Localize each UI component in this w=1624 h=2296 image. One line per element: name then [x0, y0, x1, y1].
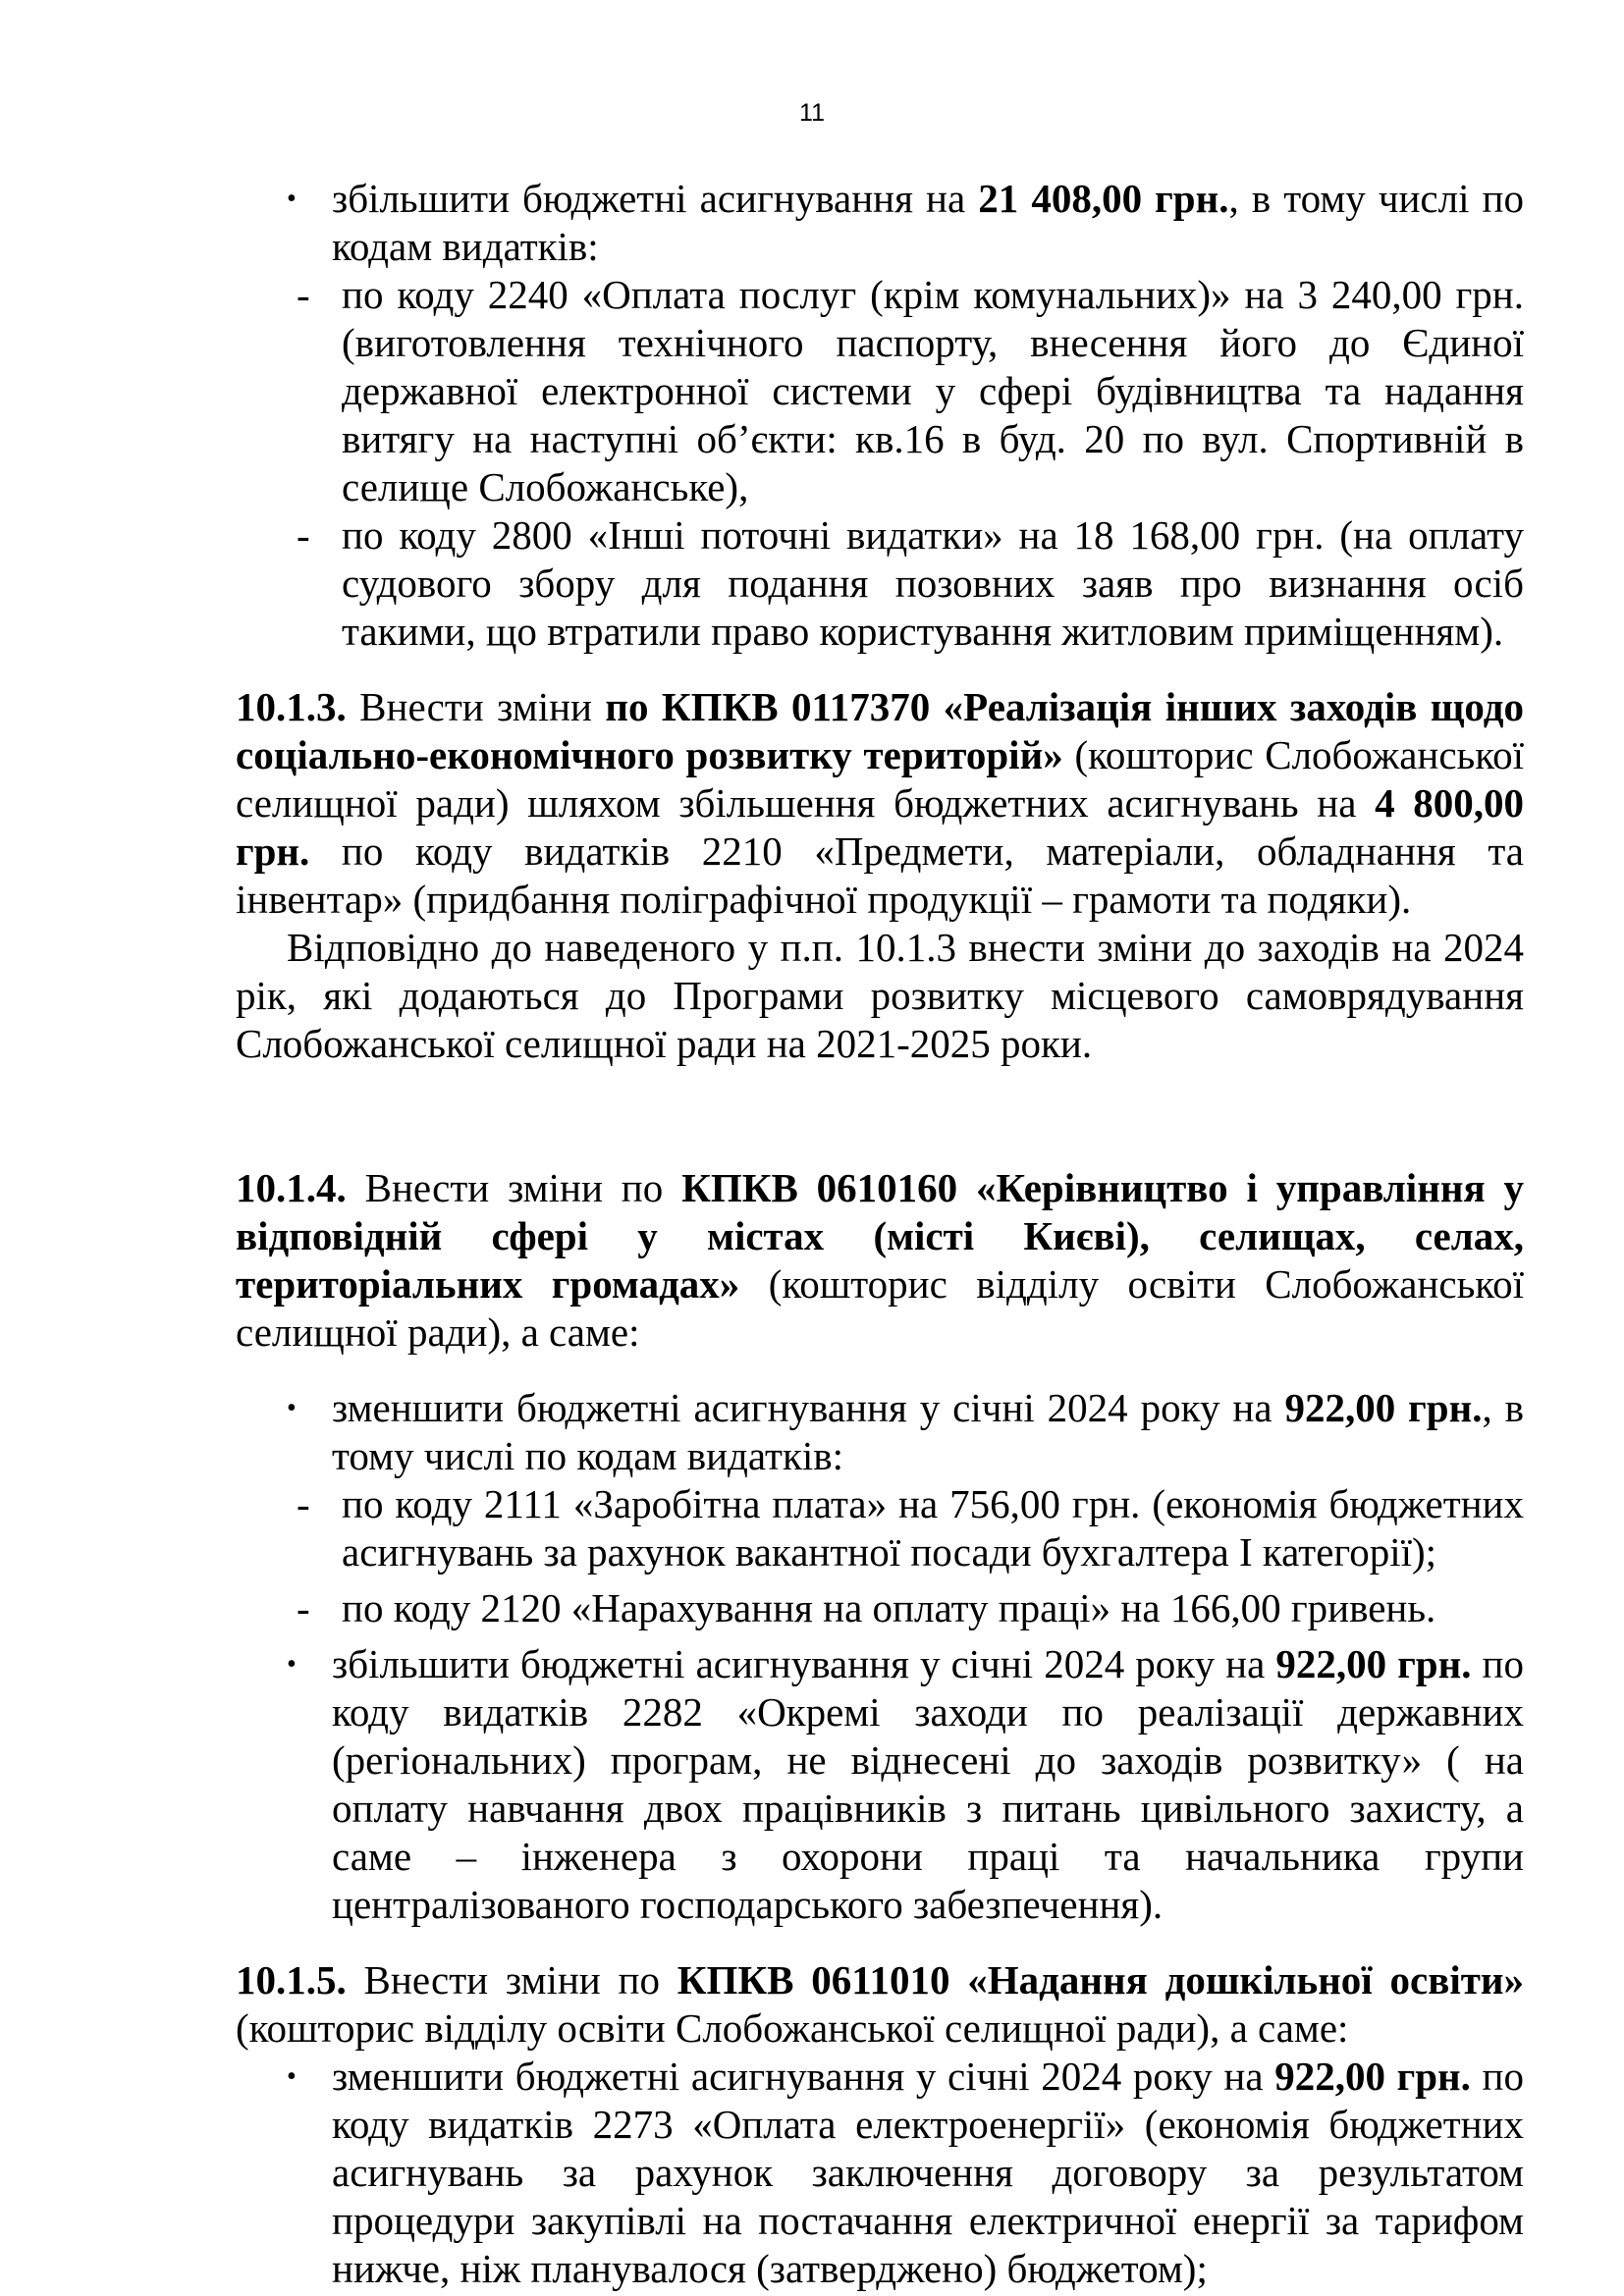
text: Внести зміни: [346, 684, 606, 729]
text: (кошторис відділу освіти Слобожанської селищної ради), а саме:: [236, 2005, 1349, 2051]
list-item: [236, 271, 1524, 511]
list-item: [236, 1640, 1524, 1929]
list-item: [236, 2053, 1524, 2293]
text: Внести зміни по: [346, 1165, 682, 1210]
list-item: [236, 511, 1524, 656]
text: зменшити бюджетні асигнування у січні 2024 року на: [332, 1385, 1285, 1430]
section-10-1-4: [236, 1164, 1524, 1357]
text: по коду видатків 2273 «Оплата електроенергії» (економія бюджетних асигнувань за рахунок заключення договору за результатом процедури закупівлі на постачання електричної енергії за тарифом нижче, ніж планувалося (затверджено) бюджетом);: [332, 2054, 1524, 2291]
text: по коду 2240 «Оплата послуг (крім комунальних)» на 3 240,00 грн. (виготовлення технічного паспорту, внесення його до Єдиної державної електронної системи у сфері будівництва та надання витягу на наступні об’єкти: кв.16 в буд. 20 по вул. Спортивній в селище Слобожанське),: [342, 272, 1524, 509]
list-item: [236, 175, 1524, 271]
dash-mark: -: [297, 512, 310, 558]
text: , в тому числі по кодам видатків:: [332, 176, 1524, 269]
amount: 4 800,00 грн.: [236, 780, 1525, 874]
text: (кошторис Слобожанської селищної ради) шляхом збільшення бюджетних асигнувань на: [236, 732, 1524, 826]
bullet-mark: •: [287, 1393, 297, 1423]
text: зменшити бюджетні асигнування у січні 2024 року на: [332, 2054, 1275, 2099]
bullet-mark: •: [287, 1649, 297, 1680]
amount: 922,00 грн.: [1274, 2054, 1471, 2099]
bullet-mark: •: [287, 184, 297, 214]
section-10-1-3: [236, 683, 1524, 924]
paragraph: Відповідно до наведеного у п.п. 10.1.3 внести зміни до заходів на 2024 рік, які додаються до Програми розвитку місцевого самоврядування Слобожанської селищної ради на 2021-2025 роки.: [236, 925, 1524, 1066]
amount: 21 408,00 грн.: [978, 176, 1229, 221]
text: збільшити бюджетні асигнування на: [332, 176, 979, 221]
list-item: [236, 1584, 1524, 1632]
text: по коду 2120 «Нарахування на оплату праці» на 166,00 гривень.: [342, 1585, 1436, 1630]
amount: 922,00 грн.: [1275, 1641, 1472, 1686]
section-number: 10.1.4.: [236, 1165, 347, 1210]
section-number: 10.1.5.: [236, 1957, 347, 2002]
text: Внести зміни по: [346, 1957, 677, 2002]
bullet-mark: •: [287, 2061, 297, 2092]
list-item: [236, 1480, 1524, 1576]
text: по коду видатків 2282 «Окремі заходи по реалізації державних (регіональних) програм, не віднесені до заходів розвитку» ( на оплату навчання двох працівників з питань цивільного захисту, а саме – інженера з охорони праці та начальника групи централізованого господарського забезпечення).: [332, 1641, 1524, 1927]
text: збільшити бюджетні асигнування у січні 2024 року на: [332, 1641, 1276, 1686]
section-number: 10.1.3.: [236, 684, 347, 729]
dash-mark: -: [297, 1481, 310, 1526]
bold-text: КПКВ 0611010 «Надання дошкільної освіти»: [677, 1957, 1524, 2002]
page-number: 11: [799, 99, 825, 127]
text: по коду 2111 «Заробітна плата» на 756,00 грн. (економія бюджетних асигнувань за рахунок вакантної посади бухгалтера І категорії);: [342, 1481, 1524, 1575]
section-10-1-5: [236, 1956, 1524, 2053]
document-body: [236, 175, 1524, 2293]
text: , в тому числі по кодам видатків:: [332, 1385, 1525, 1478]
bold-text: по КПКВ 0117370 «Реалізація інших заходів щодо соціально-економічного розвитку територій»: [236, 684, 1524, 777]
amount: 922,00 грн.: [1284, 1385, 1483, 1430]
bold-text: КПКВ 0610160 «Керівництво і управління у відповідній сфері у містах (місті Києві), селищах, селах, територіальних громадах»: [236, 1165, 1524, 1307]
dash-mark: -: [297, 272, 310, 317]
text: (кошторис відділу освіти Слобожанської селищної ради), а саме:: [236, 1261, 1525, 1355]
text: по коду видатків 2210 «Предмети, матеріали, обладнання та інвентар» (придбання поліграфічної продукції – грамоти та подяки).: [236, 828, 1524, 922]
text: по коду 2800 «Інші поточні видатки» на 18 168,00 грн. (на оплату судового збору для подання позовних заяв про визнання осіб такими, що втратили право користування житловим приміщенням).: [342, 512, 1524, 654]
list-item: [236, 1384, 1524, 1480]
dash-mark: -: [297, 1585, 310, 1630]
